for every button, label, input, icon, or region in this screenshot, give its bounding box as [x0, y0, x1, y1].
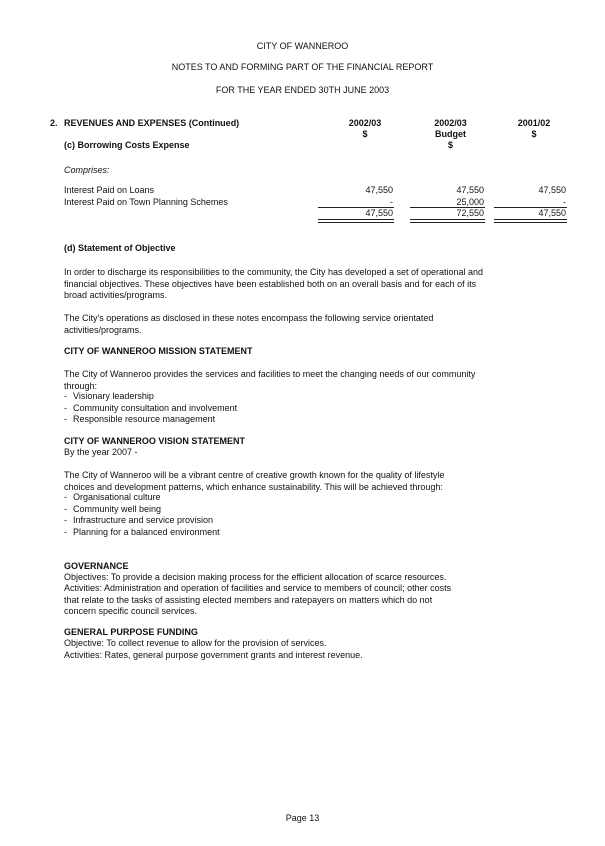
cell-budget: 47,550	[456, 185, 484, 195]
general-purpose-title: GENERAL PURPOSE FUNDING	[64, 627, 198, 637]
list-item: - Infrastructure and service provision	[64, 515, 214, 525]
row-label: Interest Paid on Loans	[64, 185, 155, 195]
report-period: FOR THE YEAR ENDED 30TH JUNE 2003	[215, 85, 390, 95]
col-header-prior: 2001/02 $	[517, 118, 551, 139]
section-title: REVENUES AND EXPENSES (Continued)	[64, 118, 240, 128]
list-item: - Responsible resource management	[64, 414, 216, 424]
total-double-rule	[318, 219, 394, 223]
col-header-budget: 2002/03 Budget $	[434, 118, 467, 150]
report-subtitle: NOTES TO AND FORMING PART OF THE FINANCIAL REPORT	[171, 62, 434, 72]
list-item: - Organisational culture	[64, 492, 161, 502]
general-purpose-activities: Activities: Rates, general purpose government grants and interest revenue.	[64, 650, 363, 660]
objective-paragraph-1: In order to discharge its responsibilities to the community, the City has developed a set of operational and financial objectives. These objectives have been established both on an overall basis and for each of its broad activities/programs.	[64, 267, 484, 300]
total-double-rule	[494, 219, 567, 223]
total-actual: 47,550	[365, 208, 393, 218]
list-item: - Visionary leadership	[64, 391, 154, 401]
mission-intro: The City of Wanneroo provides the services and facilities to meet the changing needs of our community through:	[64, 369, 476, 391]
cell-prior: -	[563, 197, 566, 207]
objective-title: (d) Statement of Objective	[64, 243, 176, 253]
governance-title: GOVERNANCE	[64, 561, 129, 571]
borrowing-title: (c) Borrowing Costs Expense	[64, 140, 190, 150]
vision-byline: By the year 2007 -	[64, 447, 138, 457]
total-double-rule	[410, 219, 485, 223]
objective-paragraph-2: The City's operations as disclosed in these notes encompass the following service orientated activities/programs.	[64, 313, 434, 335]
cell-prior: 47,550	[538, 185, 566, 195]
list-item: - Planning for a balanced environment	[64, 526, 220, 537]
page-number: Page 13	[285, 813, 320, 823]
cell-actual: 47,550	[365, 185, 393, 195]
cell-budget: 25,000	[456, 197, 484, 207]
row-label: Interest Paid on Town Planning Schemes	[64, 197, 228, 207]
org-title: CITY OF WANNEROO	[256, 41, 349, 51]
comprises-label: Comprises:	[64, 165, 110, 175]
mission-title: CITY OF WANNEROO MISSION STATEMENT	[64, 346, 253, 356]
vision-title: CITY OF WANNEROO VISION STATEMENT	[64, 436, 246, 446]
col-header-actual: 2002/03 $	[348, 118, 382, 139]
mission-list	[64, 391, 237, 426]
general-purpose-objective: Objective: To collect revenue to allow for the provision of services.	[64, 638, 327, 648]
governance-activities: Activities: Administration and operation of facilities and service to members of council; other costs that relate to the tasks of assisting elected members and ratepayers on matters which do not concern specific council services.	[64, 583, 452, 616]
governance-objectives: Objectives: To provide a decision making process for the efficient allocation of scarce resources.	[64, 572, 447, 582]
total-budget: 72,550	[456, 208, 484, 218]
list-item: - Community well being	[64, 503, 162, 514]
cell-actual: -	[390, 197, 393, 207]
section-number: 2.	[50, 118, 58, 128]
list-item: - Community consultation and involvement	[64, 402, 238, 413]
vision-intro: The City of Wanneroo will be a vibrant centre of creative growth known for the quality of lifestyle choices and development patterns, which enhance sustainability. This will be achieved through:	[64, 470, 445, 492]
total-prior: 47,550	[538, 208, 566, 218]
vision-list	[64, 492, 220, 538]
